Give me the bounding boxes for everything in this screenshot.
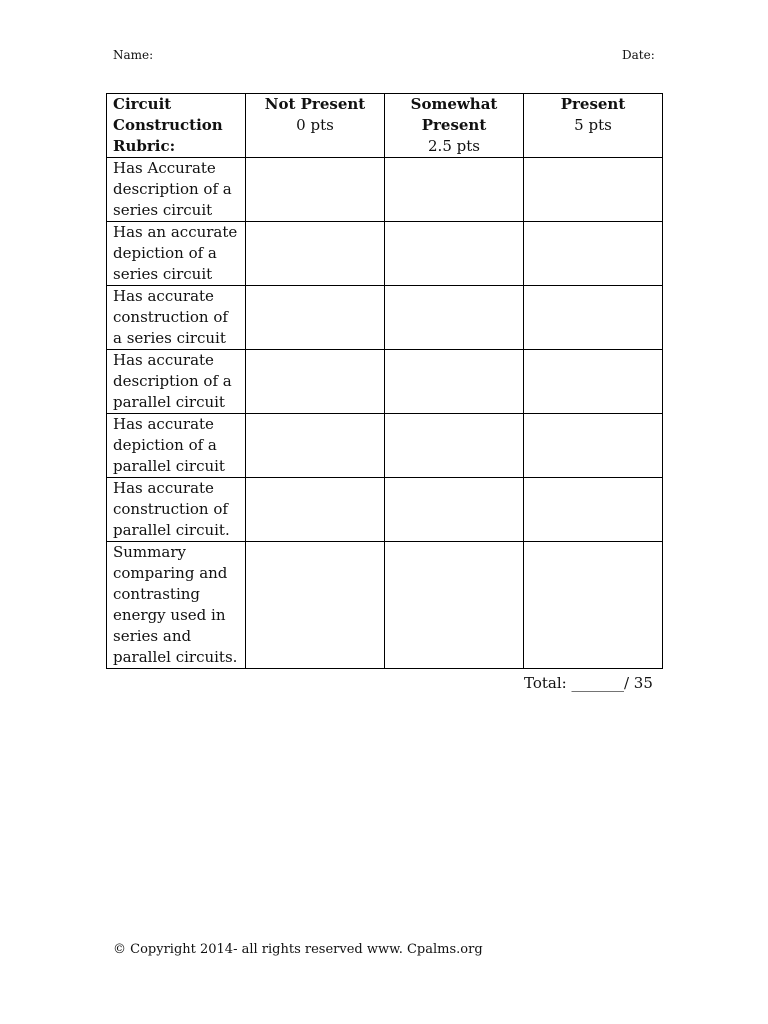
criterion-line: construction of — [113, 308, 228, 326]
column-header-not-present — [246, 94, 385, 158]
score-cell-present — [524, 158, 663, 222]
criterion-line: parallel circuit. — [113, 521, 230, 539]
total-max: / 35 — [623, 674, 653, 692]
rubric-row — [107, 542, 663, 669]
criterion-line: Has accurate — [113, 351, 214, 369]
score-cell-present — [524, 350, 663, 414]
criterion-line: Has accurate — [113, 415, 214, 433]
column-header-somewhat-present — [385, 94, 524, 158]
rubric-row — [107, 222, 663, 286]
score-cell-somewhat-present — [385, 158, 524, 222]
score-cell-not-present — [246, 222, 385, 286]
criterion-line: Has Accurate — [113, 159, 216, 177]
total-blank: _______ — [571, 674, 624, 692]
rubric-table — [106, 93, 663, 669]
header-line: Not Present — [264, 95, 366, 113]
criterion-line: series circuit — [113, 201, 213, 219]
rubric-row — [107, 414, 663, 478]
header-line: Somewhat — [410, 95, 498, 113]
header-line: Circuit — [113, 95, 172, 113]
criterion-line: Has an accurate — [113, 223, 238, 241]
points-label: 5 pts — [574, 116, 612, 134]
criterion-line: Has accurate — [113, 287, 214, 305]
criterion-line: depiction of a — [113, 244, 217, 262]
date-label: Date: — [622, 48, 655, 62]
rubric-header-row — [107, 94, 663, 158]
name-label: Name: — [113, 48, 154, 62]
criterion-line: parallel circuits. — [113, 648, 238, 666]
score-cell-somewhat-present — [385, 478, 524, 542]
criterion-line: comparing and — [113, 564, 228, 582]
score-cell-somewhat-present — [385, 414, 524, 478]
criterion-cell — [107, 542, 246, 669]
copyright-footer: © Copyright 2014- all rights reserved www. Cpalms.org — [113, 942, 483, 957]
criterion-line: series and — [113, 627, 192, 645]
score-cell-somewhat-present — [385, 542, 524, 669]
points-label: 2.5 pts — [428, 137, 480, 155]
header-line: Rubric: — [113, 137, 176, 155]
total-label: Total: — [524, 674, 567, 692]
header-line: Construction — [113, 116, 223, 134]
criterion-line: Summary — [113, 543, 186, 561]
criterion-cell — [107, 286, 246, 350]
criterion-cell — [107, 350, 246, 414]
criterion-cell — [107, 478, 246, 542]
rubric-row — [107, 158, 663, 222]
criterion-line: Has accurate — [113, 479, 214, 497]
score-cell-present — [524, 222, 663, 286]
score-cell-not-present — [246, 414, 385, 478]
criterion-line: energy used in — [113, 606, 226, 624]
score-cell-somewhat-present — [385, 286, 524, 350]
column-header-present — [524, 94, 663, 158]
score-cell-somewhat-present — [385, 350, 524, 414]
criterion-line: a series circuit — [113, 329, 226, 347]
rubric-row — [107, 350, 663, 414]
score-cell-not-present — [246, 478, 385, 542]
score-cell-not-present — [246, 350, 385, 414]
rubric-row — [107, 286, 663, 350]
score-cell-not-present — [246, 542, 385, 669]
score-cell-not-present — [246, 158, 385, 222]
criterion-line: construction of — [113, 500, 228, 518]
score-cell-present — [524, 478, 663, 542]
criterion-cell — [107, 158, 246, 222]
rubric-row — [107, 478, 663, 542]
criterion-cell — [107, 414, 246, 478]
score-cell-present — [524, 286, 663, 350]
criterion-cell — [107, 222, 246, 286]
header-line: Present — [560, 95, 626, 113]
criterion-line: parallel circuit — [113, 393, 225, 411]
criterion-line: series circuit — [113, 265, 213, 283]
points-label: 0 pts — [296, 116, 334, 134]
criterion-line: contrasting — [113, 585, 201, 603]
criterion-line: depiction of a — [113, 436, 217, 454]
column-header-criteria — [107, 94, 246, 158]
score-cell-not-present — [246, 286, 385, 350]
criterion-line: parallel circuit — [113, 457, 225, 475]
criterion-line: description of a — [113, 180, 232, 198]
score-cell-somewhat-present — [385, 222, 524, 286]
criterion-line: description of a — [113, 372, 232, 390]
score-cell-present — [524, 414, 663, 478]
total-line — [524, 674, 653, 692]
header-line: Present — [421, 116, 487, 134]
score-cell-present — [524, 542, 663, 669]
